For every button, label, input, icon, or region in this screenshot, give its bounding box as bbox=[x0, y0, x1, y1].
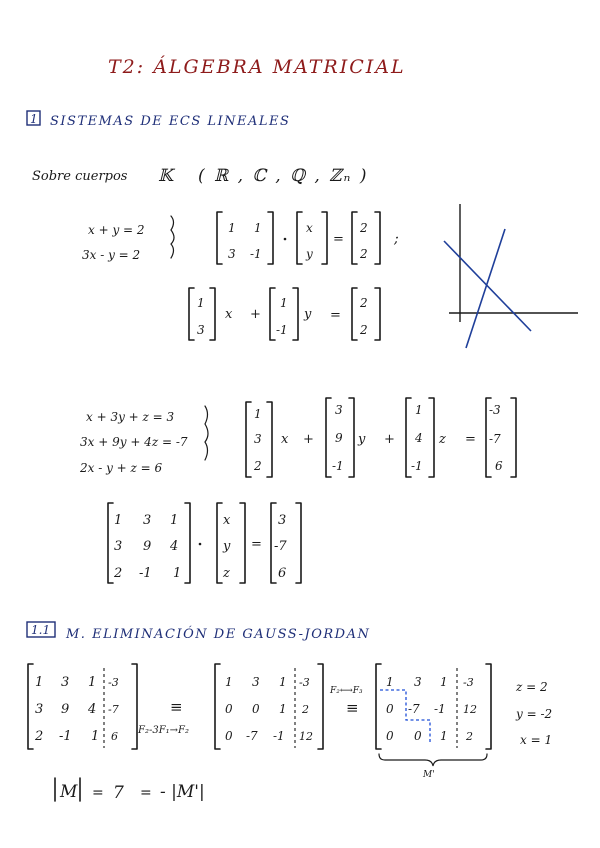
bracket bbox=[429, 398, 434, 477]
var-z: z bbox=[439, 432, 446, 447]
cell: -7 bbox=[489, 432, 501, 446]
cell: -1 bbox=[411, 459, 423, 473]
cell: -1 bbox=[250, 247, 262, 261]
bracket bbox=[375, 212, 380, 264]
bracket bbox=[352, 212, 357, 264]
bracket bbox=[268, 212, 273, 264]
bracket bbox=[375, 288, 380, 340]
equals: = bbox=[465, 432, 476, 447]
cell: 2 bbox=[114, 566, 123, 581]
cell: 3 bbox=[143, 513, 152, 528]
cell: 1 bbox=[280, 296, 288, 310]
cell: 9 bbox=[335, 431, 343, 445]
cell: -3 bbox=[489, 403, 501, 417]
system1-brace bbox=[171, 216, 174, 258]
cell: 12 bbox=[463, 703, 477, 716]
cell: 1 bbox=[35, 675, 44, 690]
dot-operator bbox=[199, 543, 202, 546]
solution-x: x = 1 bbox=[520, 733, 553, 747]
cell: y bbox=[223, 539, 231, 554]
cell: -1 bbox=[59, 729, 72, 744]
bracket bbox=[108, 503, 113, 583]
bracket bbox=[189, 288, 194, 340]
det-rhs: - |M'| bbox=[160, 782, 205, 802]
section-title: M. ELIMINACIÓN DE GAUSS-JORDAN bbox=[66, 627, 371, 642]
bracket bbox=[267, 402, 272, 477]
cell: 3 bbox=[228, 247, 236, 261]
cell: 9 bbox=[61, 702, 70, 717]
var-x: x bbox=[281, 432, 289, 447]
bracket bbox=[217, 503, 222, 583]
cell: 1 bbox=[415, 403, 423, 417]
cell: 1 bbox=[173, 566, 182, 581]
section-title: SISTEMAS DE ECS LINEALES bbox=[50, 114, 291, 129]
cell: 6 bbox=[111, 730, 118, 743]
system2-eq2: 3x + 9y + 4z = -7 bbox=[80, 435, 188, 449]
equivalence: ≡ bbox=[170, 698, 183, 716]
equivalence: ≡ bbox=[346, 699, 359, 717]
cell: 6 bbox=[495, 459, 503, 473]
cell: 4 bbox=[88, 702, 97, 717]
page-title: T2: ÁLGEBRA MATRICIAL bbox=[108, 56, 406, 78]
cell: z bbox=[223, 566, 230, 581]
cell: 0 bbox=[225, 702, 233, 716]
plus: + bbox=[250, 307, 261, 322]
cell: 0 bbox=[386, 702, 394, 716]
bracket bbox=[352, 288, 357, 340]
field-k: 𝕂 bbox=[158, 166, 173, 186]
cell: 1 bbox=[88, 675, 97, 690]
cell: 0 bbox=[225, 729, 233, 743]
bracket bbox=[322, 212, 327, 264]
equals: = bbox=[140, 785, 152, 801]
cell: -7 bbox=[246, 729, 258, 743]
bracket bbox=[376, 664, 381, 749]
cell: 2 bbox=[360, 221, 368, 235]
cell: -1 bbox=[434, 702, 446, 716]
cell: -7 bbox=[108, 703, 119, 716]
cell: 3 bbox=[254, 432, 262, 446]
cell: -3 bbox=[108, 676, 119, 689]
separator: ; bbox=[394, 231, 399, 247]
matrix-label: M' bbox=[423, 770, 435, 780]
equals: = bbox=[333, 232, 344, 247]
bracket bbox=[511, 398, 516, 477]
equals: = bbox=[92, 785, 104, 801]
cell: 3 bbox=[114, 539, 123, 554]
cell: 1 bbox=[440, 675, 448, 689]
bracket bbox=[486, 664, 491, 749]
cell: 1 bbox=[440, 729, 448, 743]
cell: 1 bbox=[170, 513, 179, 528]
field-list: ( ℝ , ℂ , ℚ , ℤₙ ) bbox=[198, 166, 369, 186]
cell: 9 bbox=[143, 539, 152, 554]
row-op-1: F₂-3F₁→F₂ bbox=[138, 725, 189, 736]
cell: 12 bbox=[299, 730, 313, 743]
system2-brace bbox=[205, 406, 208, 460]
cell: 1 bbox=[225, 675, 233, 689]
cell: 1 bbox=[279, 675, 287, 689]
cell: 4 bbox=[170, 539, 179, 554]
bracket bbox=[215, 664, 220, 749]
cell: 2 bbox=[35, 729, 44, 744]
det-lhs: M bbox=[60, 782, 78, 802]
solution-z: z = 2 bbox=[516, 680, 548, 694]
bracket bbox=[132, 664, 137, 749]
bracket bbox=[210, 288, 215, 340]
plus: + bbox=[303, 432, 314, 447]
bracket bbox=[318, 664, 323, 749]
cell: 2 bbox=[360, 323, 368, 337]
cell: 3 bbox=[252, 675, 260, 689]
cell: -3 bbox=[299, 676, 310, 689]
cell: -7 bbox=[408, 702, 420, 716]
equals: = bbox=[330, 308, 341, 323]
var-y: y bbox=[358, 432, 366, 447]
plus: + bbox=[384, 432, 395, 447]
cell: 1 bbox=[254, 407, 262, 421]
row-op-2: F₂⟷F₃ bbox=[330, 686, 363, 696]
bracket bbox=[296, 503, 301, 583]
cell: -1 bbox=[139, 566, 152, 581]
cell: 3 bbox=[278, 513, 287, 528]
bracket bbox=[349, 398, 354, 477]
cell: 3 bbox=[35, 702, 44, 717]
graph-line-2 bbox=[466, 229, 505, 348]
bracket bbox=[293, 288, 298, 340]
cell: -3 bbox=[463, 676, 474, 689]
system1-eq2: 3x - y = 2 bbox=[82, 248, 141, 262]
cell: 2 bbox=[302, 703, 309, 716]
cell: 3 bbox=[335, 403, 343, 417]
solution-y: y = -2 bbox=[516, 707, 553, 721]
cell: 1 bbox=[254, 221, 262, 235]
cell: -1 bbox=[276, 323, 288, 337]
cell: 0 bbox=[414, 729, 422, 743]
cell: x bbox=[223, 513, 231, 528]
equals: = bbox=[251, 537, 262, 552]
section-number: 1 bbox=[30, 112, 38, 126]
cell: -1 bbox=[332, 459, 344, 473]
system1-eq1: x + y = 2 bbox=[88, 223, 145, 237]
cell: 1 bbox=[279, 702, 287, 716]
cell: 3 bbox=[197, 323, 205, 337]
graph-line-1 bbox=[444, 241, 531, 331]
bracket bbox=[297, 212, 302, 264]
bracket bbox=[270, 288, 275, 340]
underbrace bbox=[379, 754, 487, 766]
cell: 2 bbox=[466, 730, 473, 743]
cell: -1 bbox=[273, 729, 285, 743]
cell: 1 bbox=[114, 513, 123, 528]
dot-operator bbox=[284, 238, 287, 241]
cell: y bbox=[306, 247, 313, 261]
cell: 2 bbox=[254, 459, 262, 473]
section-number: 1.1 bbox=[31, 623, 51, 637]
det-value: 7 bbox=[113, 783, 124, 803]
cell: 4 bbox=[415, 431, 423, 445]
system2-eq1: x + 3y + z = 3 bbox=[86, 410, 175, 424]
bracket bbox=[185, 503, 190, 583]
cell: 0 bbox=[386, 729, 394, 743]
bracket bbox=[28, 664, 33, 749]
cell: 1 bbox=[197, 296, 205, 310]
cell: 1 bbox=[91, 729, 100, 744]
cell: 0 bbox=[252, 702, 260, 716]
cell: 1 bbox=[228, 221, 236, 235]
bracket bbox=[217, 212, 222, 264]
cell: 6 bbox=[278, 566, 287, 581]
var-y: y bbox=[304, 307, 312, 322]
cell: 2 bbox=[360, 247, 368, 261]
bracket bbox=[240, 503, 245, 583]
fields-intro: Sobre cuerpos bbox=[32, 169, 128, 184]
bracket bbox=[326, 398, 331, 477]
cell: 2 bbox=[360, 296, 368, 310]
bracket bbox=[246, 402, 251, 477]
var-x: x bbox=[225, 307, 233, 322]
cell: 1 bbox=[386, 675, 394, 689]
cell: -7 bbox=[274, 539, 287, 554]
cell: x bbox=[306, 221, 313, 235]
cell: 3 bbox=[61, 675, 70, 690]
cell: 3 bbox=[414, 675, 422, 689]
system2-eq3: 2x - y + z = 6 bbox=[80, 461, 163, 475]
